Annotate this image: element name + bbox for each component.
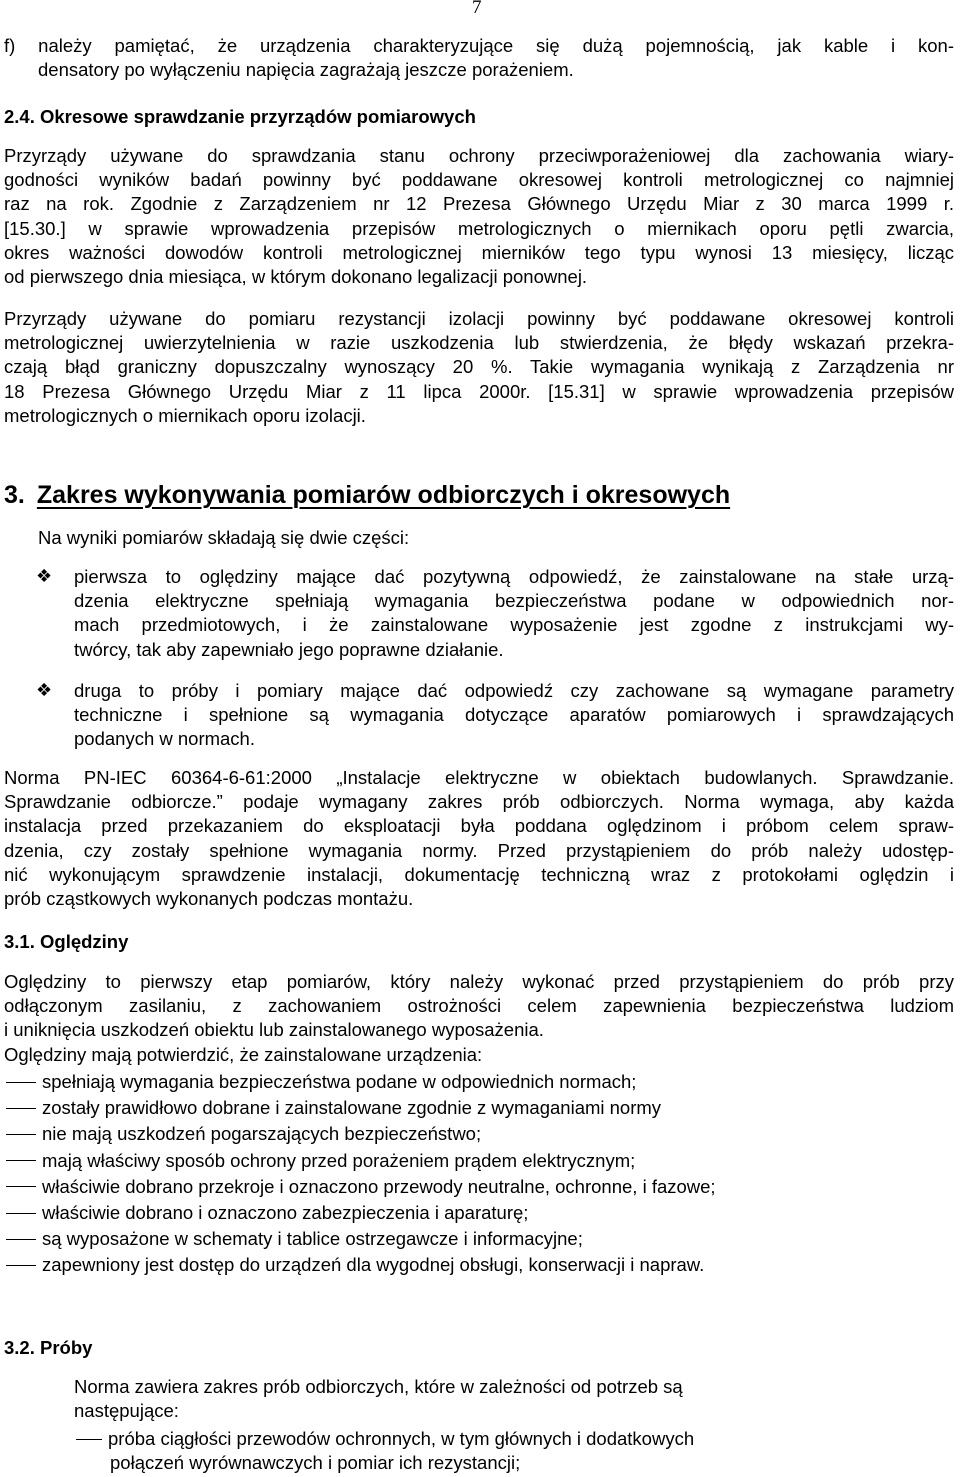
bullet-line: mach przedmiotowych, i że zainstalowane wyposażenie jest zgodne z instrukcjami wy-: [74, 614, 954, 636]
item-f-line: f) należy pamiętać, że urządzenia charakteryzujące się dużą pojemnością, jak kable i kon-: [4, 35, 954, 56]
section-2-4-heading: 2.4. Okresowe sprawdzanie przyrządów pomiarowych: [4, 106, 476, 127]
dash-list-item: próba ciągłości przewodów ochronnych, w tym głównych i dodatkowych: [74, 1427, 954, 1451]
bullet-line: techniczne i spełnione są wymagania dotyczące aparatów pomiarowych i sprawdzających: [74, 704, 954, 726]
page-number: 7: [472, 0, 482, 18]
bullet-line: pierwsza to oględziny mające dać pozytywną odpowiedź, że zainstalowane na stałe urzą-: [74, 566, 954, 587]
item-f-line: densatory po wyłączeniu napięcia zagrażają jeszcze porażeniem.: [38, 59, 574, 81]
dash-icon: [6, 1239, 36, 1240]
diamond-bullet-icon: ❖: [36, 566, 53, 587]
dash-icon: [6, 1160, 36, 1161]
section-3-1-lead: Oględziny mają potwierdzić, że zainstalowane urządzenia:: [4, 1043, 483, 1065]
dash-list-item: nie mają uszkodzeń pogarszających bezpieczeństwo;: [4, 1121, 954, 1147]
paragraph-line: okres ważności dowodów kontroli metrologicznej mierników tego typu wynosi 13 miesięcy, licząc: [4, 241, 954, 263]
dash-list-item: zostały prawidłowo dobrane i zainstalowane zgodnie z wymaganiami normy: [4, 1095, 954, 1121]
dash-icon: [6, 1186, 36, 1187]
paragraph-line: metrologicznych o miernikach oporu izolacji.: [4, 404, 366, 426]
dash-list-item: zapewniony jest dostęp do urządzeń dla wygodnej obsługi, konserwacji i napraw.: [4, 1252, 954, 1278]
paragraph-line: prób cząstkowych wykonanych podczas montażu.: [4, 888, 414, 910]
paragraph-line: Przyrządy używane do sprawdzania stanu ochrony przeciwporażeniowej dla zachowania wiary-: [4, 145, 954, 166]
paragraph-line: od pierwszego dnia miesiąca, w którym dokonano legalizacji ponownej.: [4, 266, 588, 288]
section-3-1-paragraph: [4, 970, 954, 1067]
paragraph-line: godności wyników badań powinny być poddawane okresowej kontroli metrologicznej co najmniej: [4, 169, 954, 191]
section-3-2-heading: 3.2. Próby: [4, 1337, 93, 1358]
dash-icon: [76, 1439, 102, 1440]
section-3-2-intro: [74, 1375, 954, 1423]
bullet-line: dzenia elektryczne spełniają wymagania bezpieczeństwa podane w odpowiednich nor-: [74, 590, 954, 612]
bullet-item-2: [74, 679, 954, 752]
item-f: [4, 34, 954, 82]
paragraph-line: Oględziny to pierwszy etap pomiarów, który należy wykonać przed przystąpieniem do prób przy: [4, 971, 954, 992]
dash-icon: [6, 1082, 36, 1083]
section-2-4-paragraph-2: [4, 307, 954, 428]
section-3-heading: [4, 480, 730, 510]
dash-list-item: właściwie dobrano i oznaczono zabezpieczenia i aparaturę;: [4, 1200, 954, 1226]
paragraph-line: odłączonym zasilaniu, z zachowaniem ostrożności celem zapewnienia bezpieczeństwa ludziom: [4, 995, 954, 1017]
section-2-4-paragraph-1: [4, 144, 954, 289]
dash-list-item: są wyposażone w schematy i tablice ostrzegawcze i informacyjne;: [4, 1226, 954, 1252]
dash-list: [4, 1069, 954, 1279]
dash-icon: [6, 1134, 36, 1135]
section-3-title: Zakres wykonywania pomiarów odbiorczych i okresowych: [36, 481, 731, 509]
paragraph-line: 18 Prezesa Głównego Urzędu Miar z 11 lipca 2000r. [15.31] w sprawie wprowadzenia przepisów: [4, 380, 954, 402]
paragraph-line: czają błąd graniczny dopuszczalny wynoszący 20 %. Takie wymagania wynikają z Zarządzenia nr: [4, 356, 954, 378]
paragraph-line: nić wykonującym sprawdzenie instalacji, dokumentację techniczną wraz z protokołami oględzin i: [4, 863, 954, 885]
dash-icon: [6, 1213, 36, 1214]
bullet-line: druga to próby i pomiary mające dać odpowiedź czy zachowane są wymagane parametry: [74, 680, 954, 701]
dash-list-item: spełniają wymagania bezpieczeństwa podane w odpowiednich normach;: [4, 1069, 954, 1095]
norma-paragraph: [4, 766, 954, 911]
paragraph-line: metrologicznej uwierzytelnienia w razie uszkodzenia lub stwierdzenia, że błędy wskazań przekra-: [4, 332, 954, 354]
paragraph-line: raz na rok. Zgodnie z Zarządzeniem nr 12 Prezesa Głównego Urzędu Miar z 30 marca 1999 r.: [4, 193, 954, 215]
section-3-1-heading: 3.1. Oględziny: [4, 931, 129, 952]
paragraph-line: instalacja przed przekazaniem do eksploatacji była poddana oględzinom i próbom celem spraw-: [4, 815, 954, 837]
paragraph-line: połączeń wyrównawczych i pomiar ich rezystancji;: [110, 1452, 521, 1474]
paragraph-line: Norma zawiera zakres prób odbiorczych, które w zależności od potrzeb są: [74, 1376, 683, 1397]
section-3-number: 3.: [4, 481, 25, 509]
dash-list-item: właściwie dobrano przekroje i oznaczono przewody neutralne, ochronne, i fazowe;: [4, 1174, 954, 1200]
paragraph-line: [15.30.] w sprawie wprowadzenia przepisów metrologicznych o miernikach oporu pętli zwarcia,: [4, 217, 954, 239]
section-3-2-dash-item: [74, 1427, 954, 1475]
diamond-bullet-icon: ❖: [36, 680, 53, 701]
bullet-line: podanych w normach.: [74, 728, 255, 750]
dash-icon: [6, 1108, 36, 1109]
paragraph-line: Przyrządy używane do pomiaru rezystancji izolacji powinny być poddawane okresowej kontroli: [4, 308, 954, 329]
paragraph-line: dzenia, czy zostały spełnione wymagania normy. Przed przystąpieniem do prób należy udostęp-: [4, 839, 954, 861]
dash-list-item: mają właściwy sposób ochrony przed porażeniem prądem elektrycznym;: [4, 1148, 954, 1174]
bullet-item-1: [74, 565, 954, 662]
paragraph-line: następujące:: [74, 1400, 179, 1422]
paragraph-line: Sprawdzanie odbiorcze.” podaje wymagany zakres prób odbiorczych. Norma wymaga, aby każda: [4, 791, 954, 813]
dash-icon: [6, 1265, 36, 1266]
section-3-intro: Na wyniki pomiarów składają się dwie części:: [38, 527, 410, 548]
paragraph-line: i uniknięcia uszkodzeń obiektu lub zainstalowanego wyposażenia.: [4, 1019, 544, 1041]
paragraph-line: Norma PN-IEC 60364-6-61:2000 „Instalacje elektryczne w obiektach budowlanych. Sprawdzanie.: [4, 767, 954, 788]
bullet-line: twórcy, tak aby zapewniało jego poprawne działanie.: [74, 638, 504, 660]
